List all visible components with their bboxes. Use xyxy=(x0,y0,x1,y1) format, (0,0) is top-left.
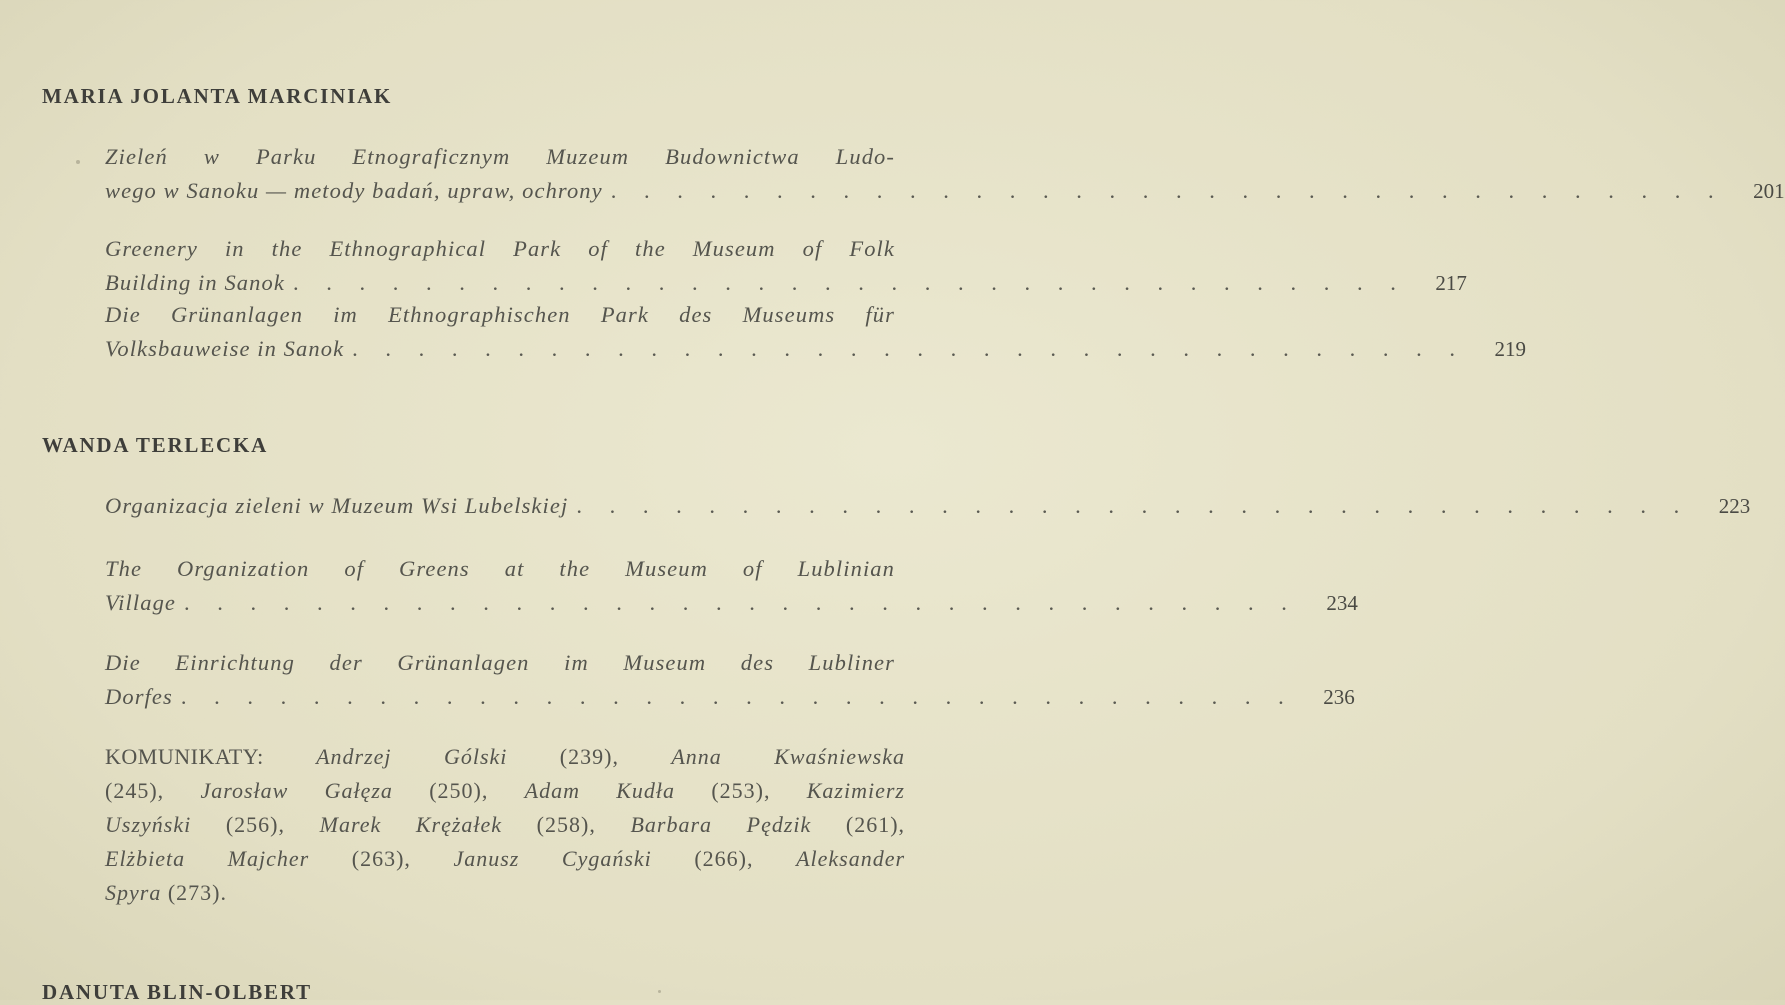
toc-entry xyxy=(105,646,1355,714)
communication-author: Marek Krężałek xyxy=(319,812,503,837)
paper-speck xyxy=(658,990,661,993)
communication-author: Elżbieta Majcher xyxy=(105,846,310,871)
entry-title-line xyxy=(105,332,1527,366)
communication-author: Andrzej Gólski xyxy=(316,744,508,769)
leader-dots: . . . . . . . . . . . . . . . . . . . . . . . . . . . . . . . . . . xyxy=(610,178,1725,203)
toc-entry xyxy=(105,298,1527,366)
communication-page: (253), xyxy=(711,778,771,803)
communication-page: (266), xyxy=(694,846,754,871)
communication-page: (250), xyxy=(429,778,489,803)
author-heading: DANUTA BLIN-OLBERT xyxy=(42,980,312,1004)
communication-page: (263), xyxy=(351,846,411,871)
toc-entry xyxy=(105,140,1785,208)
entry-title-text: Organizacja zieleni w Muzeum Wsi Lubelskiej xyxy=(105,493,569,518)
komunikaty-label: KOMUNIKATY: xyxy=(105,744,264,769)
entry-title-line xyxy=(105,680,1355,714)
author-heading: WANDA TERLECKA xyxy=(42,433,269,457)
page-number: 236 xyxy=(1323,685,1355,709)
communication-author: Adam Kudła xyxy=(524,778,676,803)
communication-author-cont: Spyra xyxy=(105,880,162,905)
page-number: 234 xyxy=(1326,591,1358,615)
communication-author-cont: Uszyński xyxy=(105,812,192,837)
entry-title-line xyxy=(105,489,1751,523)
entry-title-text: Building in Sanok xyxy=(105,270,285,295)
komunikaty-line xyxy=(105,876,905,910)
communication-author: Anna Kwaśniewska xyxy=(671,744,905,769)
entry-title-text: Village xyxy=(105,590,177,615)
komunikaty-line xyxy=(105,842,905,876)
leader-dots: . . . . . . . . . . . . . . . . . . . . . . . . . . . . . . . . . . xyxy=(576,493,1691,518)
communication-page: (239), xyxy=(559,744,619,769)
entry-title-line xyxy=(105,586,1358,620)
page-number: 219 xyxy=(1494,337,1527,361)
paper-speck xyxy=(76,160,80,164)
entry-title-line: Zieleń w Parku Etnograficznym Muzeum Budownictwa Ludo- xyxy=(105,144,895,169)
entry-title-text: wego w Sanoku — metody badań, upraw, ochrony xyxy=(105,178,603,203)
komunikaty-line xyxy=(105,740,905,774)
toc-entry xyxy=(105,232,1467,300)
komunikaty-line xyxy=(105,808,905,842)
entry-title-line: Greenery in the Ethnographical Park of the Museum of Folk xyxy=(105,236,895,261)
komunikaty-line xyxy=(105,774,905,808)
communication-author: Janusz Cygański xyxy=(453,846,652,871)
komunikaty-block xyxy=(105,740,905,910)
leader-dots: . . . . . . . . . . . . . . . . . . . . . . . . . . . . . . . . . . xyxy=(292,270,1407,295)
entry-title-line: Die Grünanlagen im Ethnographischen Park des Museums für xyxy=(105,302,895,327)
communication-author: Barbara Pędzik xyxy=(630,812,812,837)
entry-title-line xyxy=(105,266,1467,300)
entry-title-line: The Organization of Greens at the Museum of Lublinian xyxy=(105,556,895,581)
communication-author: Kazimierz xyxy=(806,778,905,803)
communication-page: (256), xyxy=(225,812,285,837)
page-number: 217 xyxy=(1435,271,1467,295)
communication-page: (245), xyxy=(105,778,165,803)
page-number: 201 xyxy=(1753,179,1785,203)
entry-title-line xyxy=(105,174,1785,208)
entry-title-text: Dorfes xyxy=(105,684,173,709)
leader-dots: . . . . . . . . . . . . . . . . . . . . . . . . . . . . . . . . . . xyxy=(352,336,1467,361)
page-number: 223 xyxy=(1718,494,1751,518)
communication-page: (261), xyxy=(845,812,906,837)
communication-page: (273). xyxy=(167,880,227,905)
communication-author: Aleksander xyxy=(796,846,906,871)
toc-entry xyxy=(105,489,1751,523)
toc-entry xyxy=(105,552,1358,620)
communication-page: (258), xyxy=(536,812,596,837)
communication-author: Jarosław Gałęza xyxy=(200,778,393,803)
leader-dots: . . . . . . . . . . . . . . . . . . . . . . . . . . . . . . . . . . xyxy=(180,684,1295,709)
leader-dots: . . . . . . . . . . . . . . . . . . . . . . . . . . . . . . . . . . xyxy=(184,590,1298,615)
author-heading: MARIA JOLANTA MARCINIAK xyxy=(42,84,393,108)
entry-title-text: Volksbauweise in Sanok xyxy=(105,336,345,361)
entry-title-line: Die Einrichtung der Grünanlagen im Museum des Lubliner xyxy=(105,650,895,675)
